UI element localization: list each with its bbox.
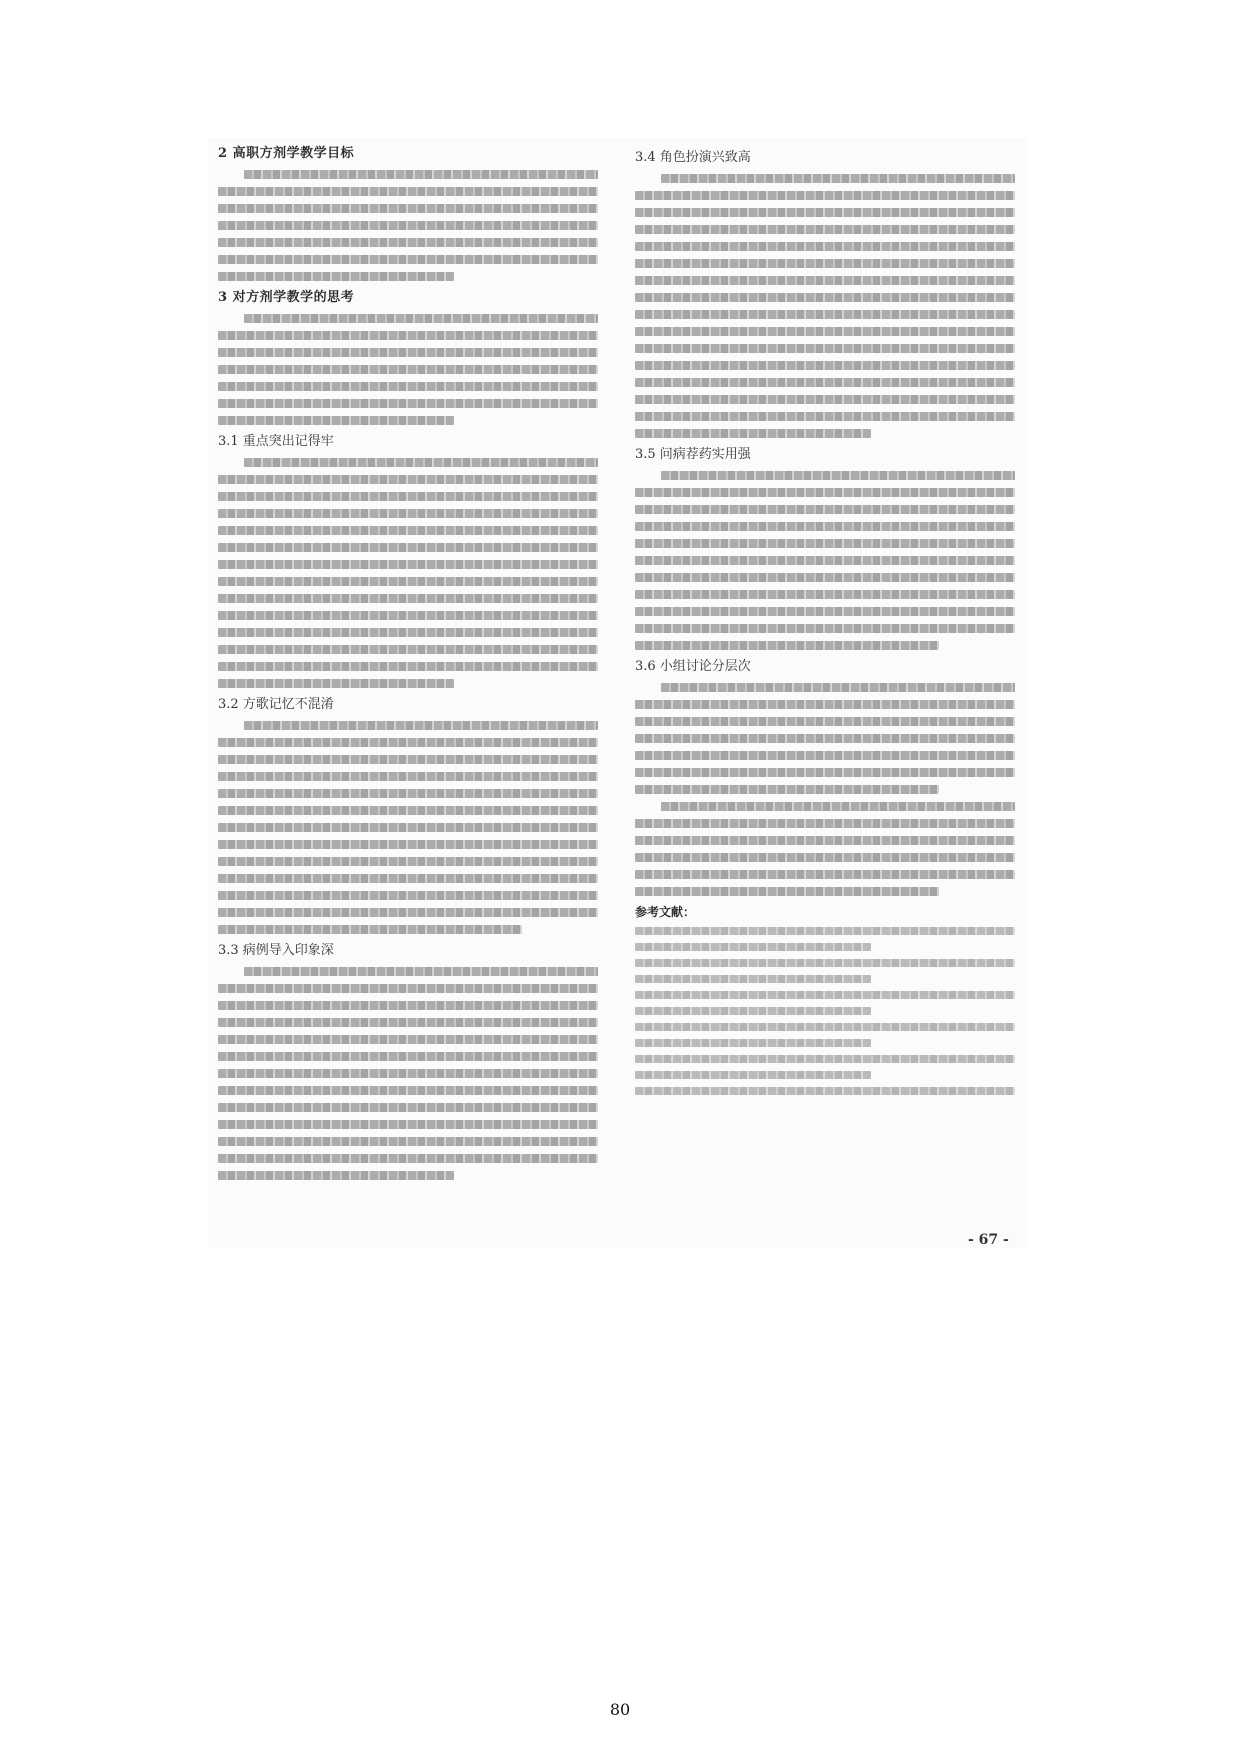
paragraph [635, 802, 1015, 896]
text-line [218, 204, 598, 213]
section-heading: 3.1 重点突出记得牢 [218, 434, 334, 449]
section-heading: 3.4 角色扮演兴致高 [635, 150, 751, 165]
text-line [218, 331, 598, 340]
text-line [244, 967, 598, 976]
text-line [218, 908, 598, 917]
text-line [218, 645, 598, 654]
text-line [218, 348, 598, 357]
text-line [218, 611, 598, 620]
text-line [244, 458, 598, 467]
text-line [218, 187, 598, 196]
section-heading: 3 对方剂学教学的思考 [218, 290, 355, 305]
text-line [218, 772, 598, 781]
text-line [218, 526, 598, 535]
text-line [218, 1086, 598, 1095]
text-line [635, 819, 1015, 828]
text-line [218, 628, 598, 637]
text-line [635, 927, 1015, 935]
text-line [218, 1154, 598, 1163]
text-line [635, 573, 1015, 582]
text-line [635, 717, 1015, 726]
paragraph [218, 314, 598, 425]
left-column [218, 145, 598, 1188]
text-line [218, 1171, 454, 1180]
text-line [218, 255, 598, 264]
text-line [635, 191, 1015, 200]
text-line [218, 984, 598, 993]
text-line [218, 823, 598, 832]
text-line [635, 488, 1015, 497]
text-line [218, 272, 454, 281]
reference-entry [635, 991, 1015, 1015]
text-line [635, 768, 1015, 777]
references-title: 参考文献： [635, 905, 696, 919]
paragraph [218, 458, 598, 688]
text-line [635, 505, 1015, 514]
section-heading: 3.5 问病荐药实用强 [635, 447, 751, 462]
text-line [635, 836, 1015, 845]
text-line [635, 607, 1015, 616]
text-line [635, 259, 1015, 268]
text-line [218, 560, 598, 569]
text-line [218, 1001, 598, 1010]
text-line [635, 208, 1015, 217]
text-line [635, 590, 1015, 599]
text-line [635, 344, 1015, 353]
text-line [218, 509, 598, 518]
text-line [218, 577, 598, 586]
text-line [635, 1039, 871, 1047]
text-line [635, 1087, 1015, 1095]
text-line [218, 806, 598, 815]
paragraph [218, 967, 598, 1180]
text-line [244, 170, 598, 179]
text-line [635, 225, 1015, 234]
text-line [635, 556, 1015, 565]
reference-entry [635, 1023, 1015, 1047]
text-line [635, 327, 1015, 336]
text-line [635, 734, 1015, 743]
text-line [218, 492, 598, 501]
text-line [635, 641, 939, 650]
paragraph [635, 683, 1015, 794]
text-line [635, 1055, 1015, 1063]
reference-entry [635, 927, 1015, 951]
text-line [218, 382, 598, 391]
text-line [661, 471, 1015, 480]
right-column [635, 145, 1015, 1103]
text-line [635, 378, 1015, 387]
text-line [661, 802, 1015, 811]
text-line [635, 1007, 871, 1015]
text-line [635, 412, 1015, 421]
text-line [635, 943, 871, 951]
section-heading: 3.6 小组讨论分层次 [635, 659, 751, 674]
section-heading: 2 高职方剂学教学目标 [218, 146, 355, 161]
text-line [218, 874, 598, 883]
text-line [218, 365, 598, 374]
text-line [635, 853, 1015, 862]
text-line [218, 1120, 598, 1129]
text-line [635, 870, 1015, 879]
text-line [635, 624, 1015, 633]
text-line [218, 840, 598, 849]
pdf-page-number: 80 [609, 1700, 631, 1719]
text-line [218, 475, 598, 484]
text-line [244, 314, 598, 323]
text-line [635, 887, 939, 896]
text-line [635, 975, 871, 983]
text-line [635, 539, 1015, 548]
text-line [635, 242, 1015, 251]
text-line [635, 429, 871, 438]
section-heading: 3.3 病例导入印象深 [218, 943, 334, 958]
text-line [635, 522, 1015, 531]
text-line [635, 1071, 871, 1079]
text-line [218, 857, 598, 866]
text-line [218, 543, 598, 552]
section-heading: 3.2 方歌记忆不混淆 [218, 697, 334, 712]
text-line [218, 1069, 598, 1078]
text-line [635, 276, 1015, 285]
text-line [218, 789, 598, 798]
text-line [218, 238, 598, 247]
text-line [218, 679, 454, 688]
text-line [218, 416, 454, 425]
text-line [218, 1052, 598, 1061]
text-line [218, 925, 522, 934]
text-line [218, 755, 598, 764]
text-line [218, 221, 598, 230]
paragraph [635, 471, 1015, 650]
text-line [218, 738, 598, 747]
reference-entry [635, 1055, 1015, 1079]
text-line [635, 293, 1015, 302]
text-line [635, 395, 1015, 404]
text-line [218, 594, 598, 603]
text-line [218, 399, 598, 408]
text-line [218, 1103, 598, 1112]
paragraph [218, 721, 598, 934]
reference-entry [635, 959, 1015, 983]
text-line [218, 662, 598, 671]
reference-entry [635, 1087, 1015, 1095]
text-line [635, 361, 1015, 370]
text-line [635, 959, 1015, 967]
text-line [635, 991, 1015, 999]
text-line [635, 751, 1015, 760]
paragraph [635, 174, 1015, 438]
journal-page-number: - 67 - [968, 1232, 1009, 1248]
text-line [218, 891, 598, 900]
text-line [218, 1137, 598, 1146]
text-line [244, 721, 598, 730]
paragraph [218, 170, 598, 281]
text-line [635, 1023, 1015, 1031]
text-line [635, 785, 939, 794]
text-line [661, 683, 1015, 692]
text-line [635, 700, 1015, 709]
text-line [661, 174, 1015, 183]
text-line [218, 1035, 598, 1044]
text-line [635, 310, 1015, 319]
text-line [218, 1018, 598, 1027]
